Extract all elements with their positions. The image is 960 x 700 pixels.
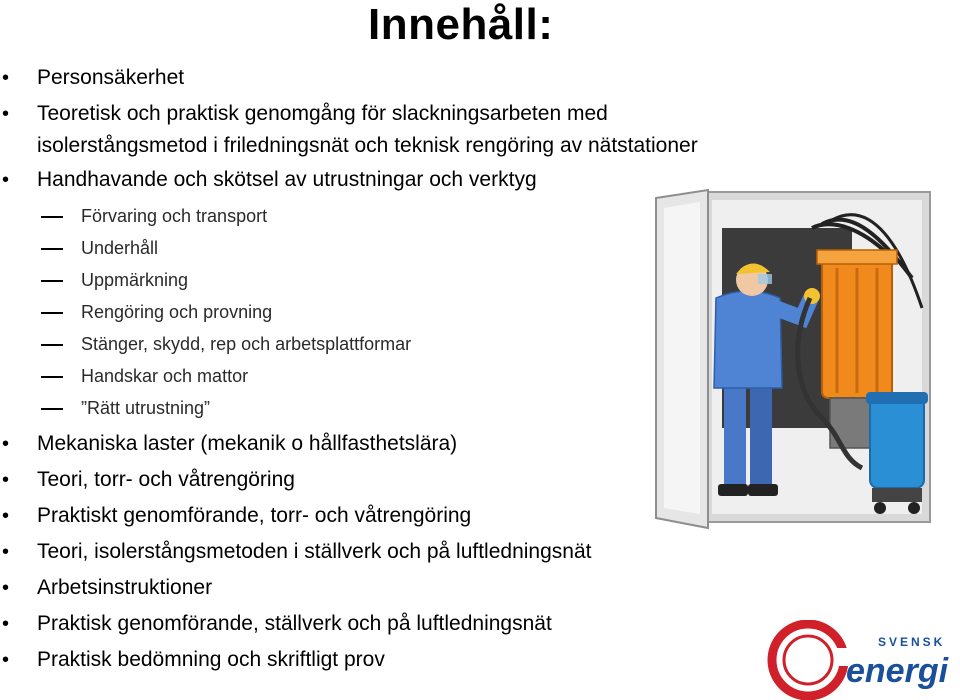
bullet-item: • Praktiskt genomförande, torr- och våtrengöring (0, 500, 760, 532)
bullet-item: • Teori, torr- och våtrengöring (0, 464, 760, 496)
sub-item: Förvaring och transport (0, 200, 760, 232)
logo-main-text: energi (846, 652, 949, 690)
logo-top-text: SVENSK (878, 635, 946, 649)
sub-item: Stänger, skydd, rep och arbetsplattformar (0, 328, 760, 360)
svensk-energi-logo (766, 620, 958, 700)
bullet-item: • Praktisk genomförande, ställverk och på luftledningsnät (0, 608, 760, 640)
sub-item: Uppmärkning (0, 264, 760, 296)
sub-item: ”Rätt utrustning” (0, 392, 760, 424)
sub-item: Handskar och mattor (0, 360, 760, 392)
bullet-item: • Handhavande och skötsel av utrustningar och verktyg (0, 164, 760, 196)
bullet-item: • Teoretisk och praktisk genomgång för slackningsarbeten med isolerstångsmetod i friledningsnät och teknisk rengöring av nätstationer (0, 98, 760, 162)
bullet-item: • Arbetsinstruktioner (0, 572, 760, 604)
bullet-item: • Praktisk bedömning och skriftligt prov (0, 644, 760, 676)
bullet-item: • Mekaniska laster (mekanik o hållfasthetslära) (0, 428, 760, 460)
bullet-item: • Personsäkerhet (0, 62, 760, 94)
worker-cleaning-substation-illustration (652, 188, 952, 533)
slide-title: Innehåll: (368, 0, 554, 49)
sub-item: Rengöring och provning (0, 296, 760, 328)
content-list (0, 62, 760, 680)
sub-item: Underhåll (0, 232, 760, 264)
bullet-item: • Teori, isolerstångsmetoden i ställverk och på luftledningsnät (0, 536, 760, 568)
